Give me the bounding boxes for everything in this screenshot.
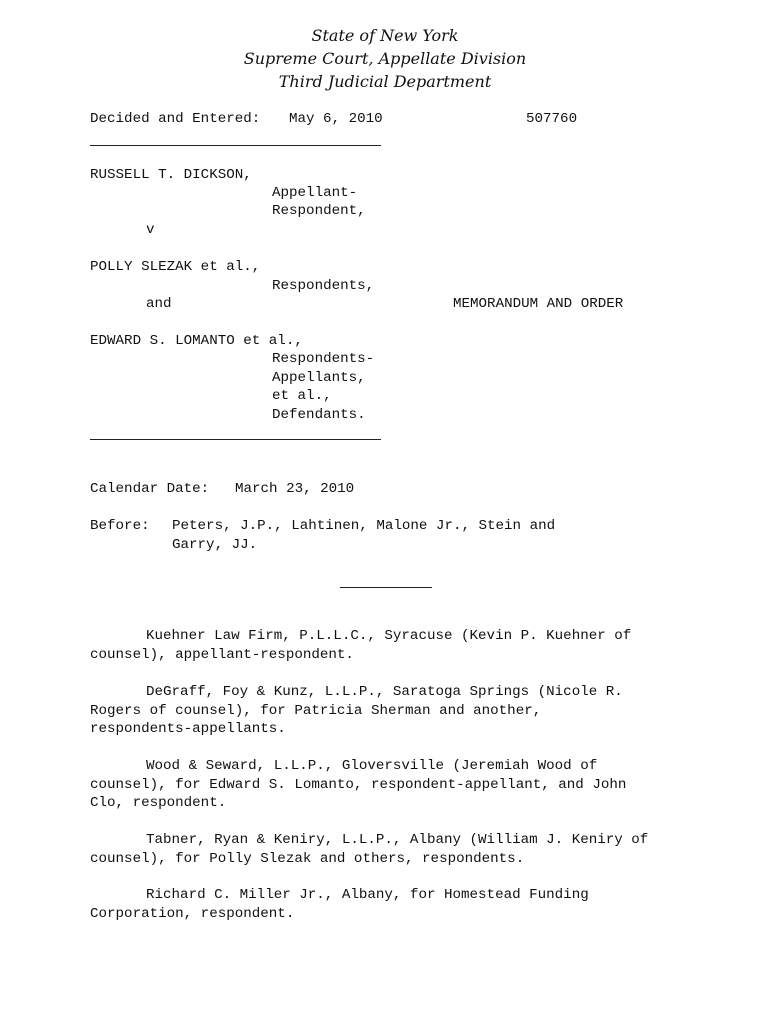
party1-name: RUSSELL T. DICKSON,: [90, 167, 252, 183]
conjunction-and: and: [146, 296, 172, 312]
party3-role-line1: Respondents-: [272, 351, 375, 367]
counsel-paragraph: [90, 627, 690, 664]
calendar-label: Calendar Date:: [90, 481, 210, 497]
decided-label: Decided and Entered:: [90, 111, 261, 127]
caption-bottom-rule: [90, 439, 381, 440]
court-heading: [0, 24, 770, 93]
counsel-line: respondents-appellants.: [90, 721, 286, 738]
counsel-line: Richard C. Miller Jr., Albany, for Homestead Funding: [146, 887, 589, 903]
party1-role-line1: Appellant-: [272, 185, 358, 201]
counsel-line: counsel), for Edward S. Lomanto, respondent-appellant, and John: [90, 776, 627, 793]
party3-role-line4: Defendants.: [272, 407, 366, 423]
counsel-paragraph: [90, 683, 690, 739]
counsel-line: Clo, respondent.: [90, 795, 227, 812]
party3-role-line2: Appellants,: [272, 370, 366, 386]
bench-line1: Peters, J.P., Lahtinen, Malone Jr., Stein and: [172, 518, 556, 534]
counsel-line: Corporation, respondent.: [90, 905, 295, 922]
decided-date: May 6, 2010: [289, 111, 383, 127]
before-label: Before:: [90, 518, 150, 534]
docket-number: 507760: [526, 111, 578, 127]
party1-role-line2: Respondent,: [272, 203, 366, 219]
party3-role-line3: et al.,: [272, 388, 332, 404]
court-name: Supreme Court, Appellate Division: [243, 49, 527, 68]
party2-name: POLLY SLEZAK et al.,: [90, 259, 261, 275]
party3-name: EDWARD S. LOMANTO et al.,: [90, 333, 303, 349]
counsel-line: counsel), appellant-respondent.: [90, 646, 354, 663]
bench-line2: Garry, JJ.: [172, 537, 258, 553]
party2-role: Respondents,: [272, 278, 375, 294]
counsel-paragraph: [90, 831, 690, 868]
counsel-paragraph: [90, 757, 690, 813]
counsel-line: Rogers of counsel), for Patricia Sherman and another,: [90, 702, 542, 719]
counsel-line: Kuehner Law Firm, P.L.L.C., Syracuse (Kevin P. Kuehner of: [146, 628, 632, 644]
court-state: State of New York: [311, 26, 459, 45]
document-type: MEMORANDUM AND ORDER: [453, 296, 624, 312]
caption-top-rule: [90, 145, 381, 146]
counsel-line: Tabner, Ryan & Keniry, L.L.P., Albany (William J. Keniry of: [146, 832, 649, 848]
counsel-line: Wood & Seward, L.L.P., Gloversville (Jeremiah Wood of: [146, 758, 598, 774]
court-department: Third Judicial Department: [278, 72, 492, 91]
counsel-paragraph: [90, 886, 690, 923]
counsel-line: counsel), for Polly Slezak and others, respondents.: [90, 850, 525, 867]
versus: v: [146, 222, 155, 238]
calendar-date: March 23, 2010: [235, 481, 355, 497]
counsel-line: DeGraff, Foy & Kunz, L.L.P., Saratoga Springs (Nicole R.: [146, 684, 623, 700]
section-divider: [340, 587, 432, 588]
